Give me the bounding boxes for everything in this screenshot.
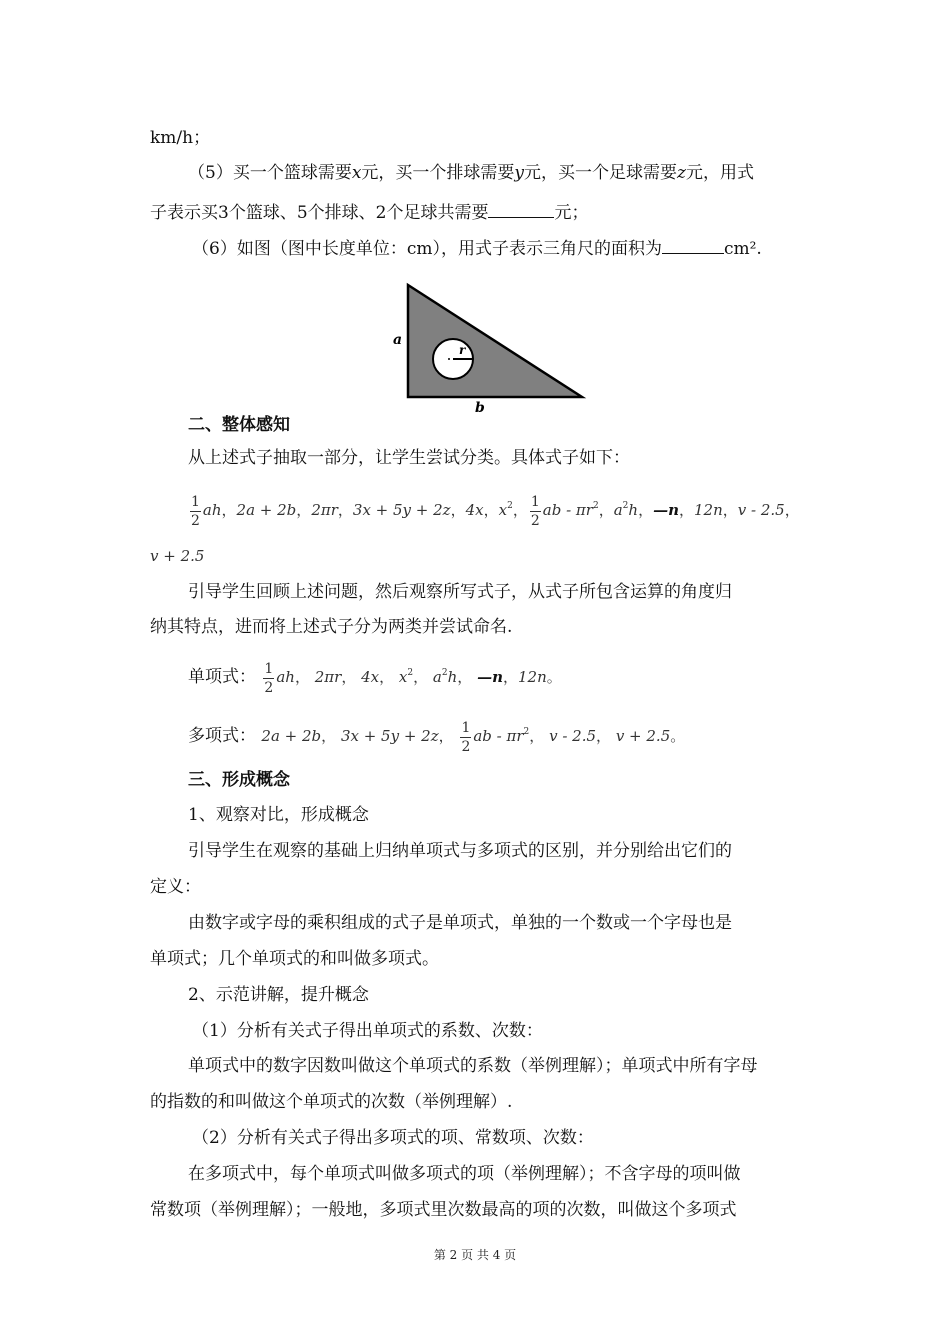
question-5-line-2	[150, 199, 588, 225]
expr-2a-2b: 2a + 2b	[261, 727, 322, 745]
numerator: 1	[191, 493, 200, 510]
separator: ，	[450, 501, 466, 519]
fraction-half	[530, 493, 541, 530]
answer-blank	[662, 235, 724, 254]
q5-text-e: 子表示买3个篮球、5个排球、2个足球共需要	[150, 203, 489, 223]
expr-3x-5y-2z: 3x + 5y + 2z	[340, 727, 439, 745]
separator: ，	[784, 501, 800, 519]
fraction-half	[460, 719, 471, 756]
expr-ab-pir: ab - πr	[542, 501, 593, 519]
separator: ，	[598, 501, 614, 519]
separator: ，	[294, 668, 310, 686]
text-line-kmh	[150, 126, 210, 150]
subsection-2-title: 2、示范讲解，提升概念	[188, 985, 369, 1005]
expr-12n: 12n	[694, 501, 723, 519]
answer-blank	[488, 199, 554, 218]
expr-a: a	[432, 668, 442, 686]
paragraph-4-line-1: 在多项式中，每个单项式叫做多项式的项（举例理解）；不含字母的项叫做	[188, 1164, 741, 1184]
page-footer: 第 2 页 共 4 页	[433, 1248, 517, 1262]
expr-4x: 4x	[361, 668, 380, 686]
separator: ，	[722, 501, 738, 519]
expr-12n: 12n	[518, 668, 547, 686]
expr-v-plus: v + 2.5	[615, 727, 671, 745]
period: 。	[670, 727, 686, 745]
denominator: 2	[461, 738, 471, 755]
expr-neg-n: —n	[477, 668, 503, 686]
guide-line-1: 引导学生回顾上述问题，然后观察所写式子，从式子所包含运算的角度归	[188, 582, 732, 602]
expr-v-minus: v - 2.5	[737, 501, 785, 519]
expr-2pir: 2πr	[311, 501, 338, 519]
separator: ，	[679, 501, 695, 519]
expr-neg-n: —n	[653, 501, 679, 519]
expression-continued	[150, 544, 204, 568]
paragraph-4-line-2: 常数项（举例理解）；一般地，多项式里次数最高的项的次数，叫做这个多项式	[150, 1200, 737, 1220]
separator: ，	[413, 668, 429, 686]
separator: ，	[296, 501, 312, 519]
expr-3x-5y-2z: 3x + 5y + 2z	[352, 501, 451, 519]
denominator: 2	[530, 512, 540, 529]
separator: ，	[341, 668, 357, 686]
exponent: 2	[407, 668, 414, 678]
paragraph-3-line-2: 的指数的和叫做这个单项式的次数（举例理解）.	[150, 1092, 513, 1112]
subsection-1-title: 1、观察对比，形成概念	[188, 805, 369, 825]
denominator: 2	[264, 679, 274, 696]
var-x: x	[351, 163, 362, 183]
expr-h: h	[447, 668, 458, 686]
exponent: 2	[523, 727, 530, 737]
separator: ，	[638, 501, 654, 519]
monomial-row	[188, 655, 562, 697]
paragraph-1-line-2: 定义：	[150, 877, 201, 897]
expr-h: h	[628, 501, 639, 519]
q6-text-b: cm².	[723, 239, 762, 259]
triangle-ruler-figure	[380, 276, 600, 418]
numerator: 1	[530, 493, 540, 510]
separator: ，	[337, 501, 353, 519]
center-dot	[448, 358, 450, 360]
separator: ，	[438, 727, 454, 745]
separator: ，	[457, 668, 473, 686]
separator: ，	[483, 501, 499, 519]
expr-x: x	[398, 668, 408, 686]
exponent: 2	[592, 501, 599, 511]
kmh-text: km/h；	[150, 128, 211, 148]
numerator: 1	[264, 660, 274, 677]
separator: ，	[512, 501, 528, 519]
separator: ，	[529, 727, 545, 745]
numerator: 1	[461, 719, 471, 736]
expr-x: x	[498, 501, 508, 519]
paragraph-1-line-1: 引导学生在观察的基础上归纳单项式与多项式的区别，并分别给出它们的	[188, 841, 732, 861]
label-a: a	[393, 332, 403, 348]
expr-v-minus: v - 2.5	[549, 727, 597, 745]
label-r: r	[459, 343, 466, 357]
section-2-intro: 从上述式子抽取一部分，让学生尝试分类。具体式子如下：	[188, 448, 630, 468]
question-2-line: （2）分析有关式子得出多项式的项、常数项、次数：	[192, 1128, 594, 1148]
expr-2pir: 2πr	[314, 668, 342, 686]
polynomial-row	[188, 714, 685, 756]
exponent: 2	[622, 501, 629, 511]
section-3-title: 三、形成概念	[188, 770, 290, 790]
exponent: 2	[507, 501, 513, 511]
paragraph-3-line-1: 单项式中的数字因数叫做这个单项式的系数（举例理解）；单项式中所有字母	[188, 1056, 758, 1076]
q5-text-c: 元，买一个足球需要	[524, 163, 678, 183]
separator: ，	[596, 727, 612, 745]
expr-ah: ah	[276, 668, 295, 686]
polynomial-label: 多项式：	[188, 726, 256, 746]
triangle-shape	[408, 285, 582, 397]
q5-text-b: 元，买一个排球需要	[361, 163, 515, 183]
question-1-line: （1）分析有关式子得出单项式的系数、次数：	[192, 1021, 543, 1041]
fraction-half	[190, 493, 201, 530]
guide-line-2: 纳其特点，进而将上述式子分为两类并尝试命名.	[150, 617, 513, 637]
question-5-line-1	[188, 161, 754, 185]
question-6-line	[192, 235, 762, 261]
exponent: 2	[441, 668, 448, 678]
separator: ，	[321, 727, 337, 745]
expr-ab-pir: ab - πr	[473, 727, 524, 745]
denominator: 2	[191, 512, 200, 529]
label-b: b	[475, 400, 485, 416]
definition-line-2: 单项式；几个单项式的和叫做多项式。	[150, 949, 439, 969]
separator: ，	[379, 668, 395, 686]
fraction-half	[263, 660, 274, 697]
expr-4x: 4x	[465, 501, 484, 519]
expr-ah: ah	[202, 501, 222, 519]
period: 。	[546, 668, 562, 686]
section-2-title: 二、整体感知	[188, 415, 290, 435]
expr-2a-2b: 2a + 2b	[236, 501, 297, 519]
definition-line-1: 由数字或字母的乘积组成的式子是单项式，单独的一个数或一个字母也是	[188, 913, 732, 933]
separator: ，	[502, 668, 518, 686]
q5-text-d: 元，用式	[686, 163, 754, 183]
q6-text-a: （6）如图（图中长度单位：cm），用式子表示三角尺的面积为	[192, 239, 662, 259]
var-y: y	[514, 163, 525, 183]
expr-a: a	[613, 501, 623, 519]
q5-text-f: 元；	[554, 203, 589, 223]
expression-list	[188, 488, 800, 530]
monomial-label: 单项式：	[188, 667, 256, 687]
expr-v-plus: v + 2.5	[150, 547, 205, 565]
separator: ，	[221, 501, 237, 519]
var-z: z	[677, 163, 686, 183]
q5-text-a: （5）买一个篮球需要	[188, 163, 352, 183]
